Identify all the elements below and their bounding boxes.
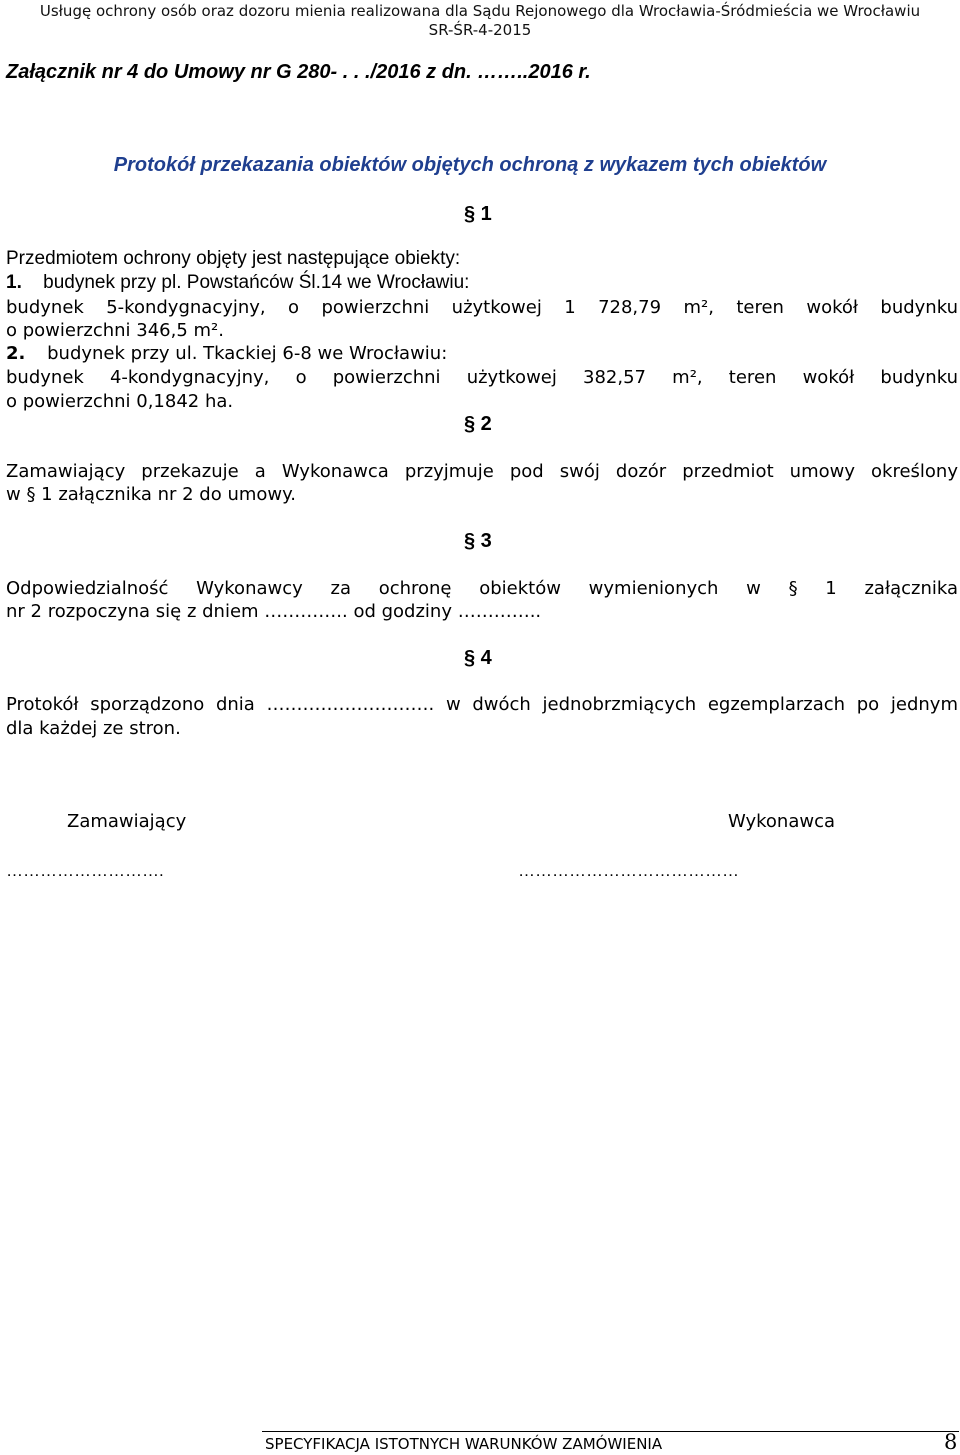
item-2-number: 2. [6, 343, 26, 364]
signature-label-zamawiajacy: Zamawiający [67, 811, 187, 832]
section-2-line-2: w § 1 załącznika nr 2 do umowy. [6, 484, 296, 505]
item-1-description-line-2: o powierzchni 346,5 m². [6, 320, 224, 341]
section-1-mark: § 1 [464, 203, 492, 225]
annex-title: Załącznik nr 4 do Umowy nr G 280- . . ./2016 z dn. ……..2016 r. [6, 61, 591, 83]
header-line-1: Usługę ochrony osób oraz dozoru mienia realizowana dla Sądu Rejonowego dla Wrocławia-Śródmieścia we Wrocławiu [39, 2, 921, 20]
signature-line-right: ………………………………… [518, 861, 739, 880]
item-2-description-line-1: budynek 4-kondygnacyjny, o powierzchni użytkowej 382,57 m², teren wokół budynku [6, 367, 958, 388]
protocol-title: Protokół przekazania obiektów objętych ochroną z wykazem tych obiektów [113, 154, 827, 176]
item-2-address: budynek przy ul. Tkackiej 6-8 we Wrocławiu: [47, 343, 448, 364]
signature-label-wykonawca: Wykonawca [728, 811, 836, 832]
section-3-mark: § 3 [464, 530, 492, 552]
section-3-line-1: Odpowiedzialność Wykonawcy za ochronę obiektów wymienionych w § 1 załącznika [6, 578, 958, 599]
signature-line-left: ………………………. [6, 861, 164, 880]
section-1-intro: Przedmiotem ochrony objęty jest następujące obiekty: [6, 248, 461, 269]
header-line-2: SR-ŚR-4-2015 [428, 21, 532, 39]
item-1-number: 1. [6, 272, 22, 293]
page-number: 8 [944, 1430, 958, 1454]
section-4-line-1: Protokół sporządzono dnia ………………………. w dwóch jednobrzmiących egzemplarzach po jednym [6, 694, 958, 715]
footer-text: SPECYFIKACJA ISTOTNYCH WARUNKÓW ZAMÓWIENIA [265, 1435, 663, 1453]
footer-rule [262, 1431, 959, 1432]
section-2-line-1: Zamawiający przekazuje a Wykonawca przyjmuje pod swój dozór przedmiot umowy określony [6, 461, 958, 482]
section-2-mark: § 2 [464, 413, 492, 435]
section-4-line-2: dla każdej ze stron. [6, 718, 181, 739]
item-2-description-line-2: o powierzchni 0,1842 ha. [6, 391, 234, 412]
item-2-heading [6, 342, 447, 365]
item-1-address: budynek przy pl. Powstańców Śl.14 we Wrocławiu: [43, 272, 470, 293]
item-1-description-line-1: budynek 5-kondygnacyjny, o powierzchni użytkowej 1 728,79 m², teren wokół budynku [6, 297, 958, 318]
section-4-mark: § 4 [464, 647, 492, 669]
section-3-line-2: nr 2 rozpoczyna się z dniem ………….. od godziny ………….. [6, 601, 542, 622]
item-1-heading [6, 272, 469, 294]
